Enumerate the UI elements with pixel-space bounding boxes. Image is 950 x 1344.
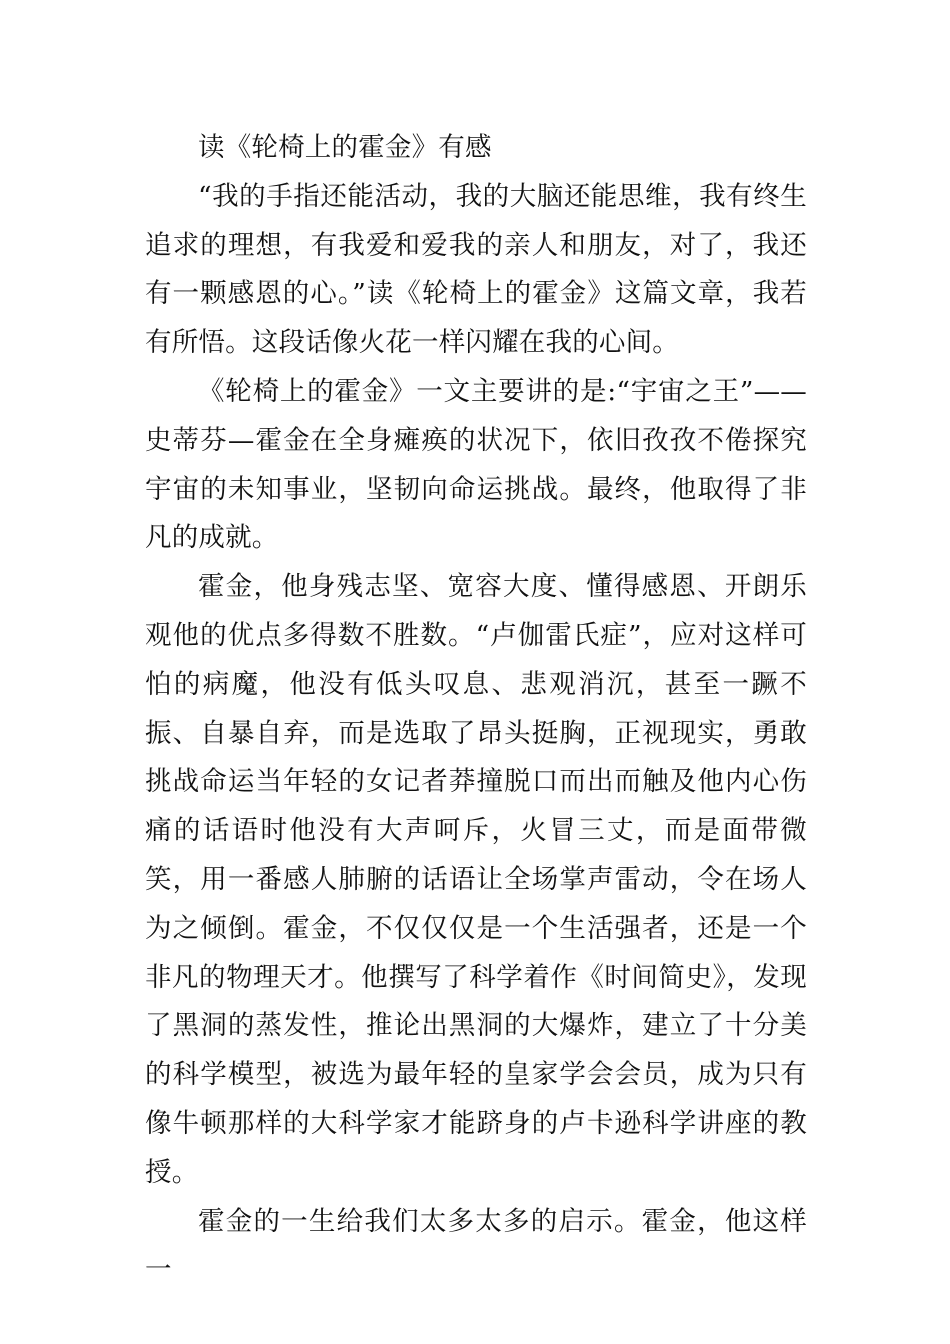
document-title: 读《轮椅上的霍金》有感 <box>198 132 492 163</box>
document-body <box>145 124 807 1295</box>
paragraph-3: 霍金，他身残志坚、宽容大度、懂得感恩、开朗乐观他的优点多得数不胜数。“卢伽雷氏症”，应对这样可怕的病魔，他没有低头叹息、悲观消沉，甚至一蹶不振、自暴自弃，而是选取了昂头挺胸，正视现实，勇敢挑战命运当年轻的女记者莽撞脱口而出而触及他内心伤痛的话语时他没有大声呵斥，火冒三丈，而是面带微笑，用一番感人肺腑的话语让全场掌声雷动，令在场人为之倾倒。霍金，不仅仅仅是一个生活强者，还是一个非凡的物理天才。他撰写了科学着作《时间简史》，发现了黑洞的蒸发性，推论出黑洞的大爆炸，建立了十分美的科学模型，被选为最年轻的皇家学会会员，成为只有像牛顿那样的大科学家才能跻身的卢卡逊科学讲座的教授。 <box>145 571 807 1188</box>
paragraph-1: “我的手指还能活动，我的大脑还能思维，我有终生追求的理想，有我爱和爱我的亲人和朋友，对了，我还有一颗感恩的心。”读《轮椅上的霍金》这篇文章，我若有所悟。这段话像火花一样闪耀在我的心间。 <box>145 180 807 359</box>
paragraph-4: 霍金的一生给我们太多太多的启示。霍金，他这样一 <box>145 1205 807 1286</box>
paragraph-2: 《轮椅上的霍金》一文主要讲的是:“宇宙之王”——史蒂芬—霍金在全身瘫痪的状况下，依旧孜孜不倦探究宇宙的未知事业，坚韧向命运挑战。最终，他取得了非凡的成就。 <box>145 375 807 554</box>
